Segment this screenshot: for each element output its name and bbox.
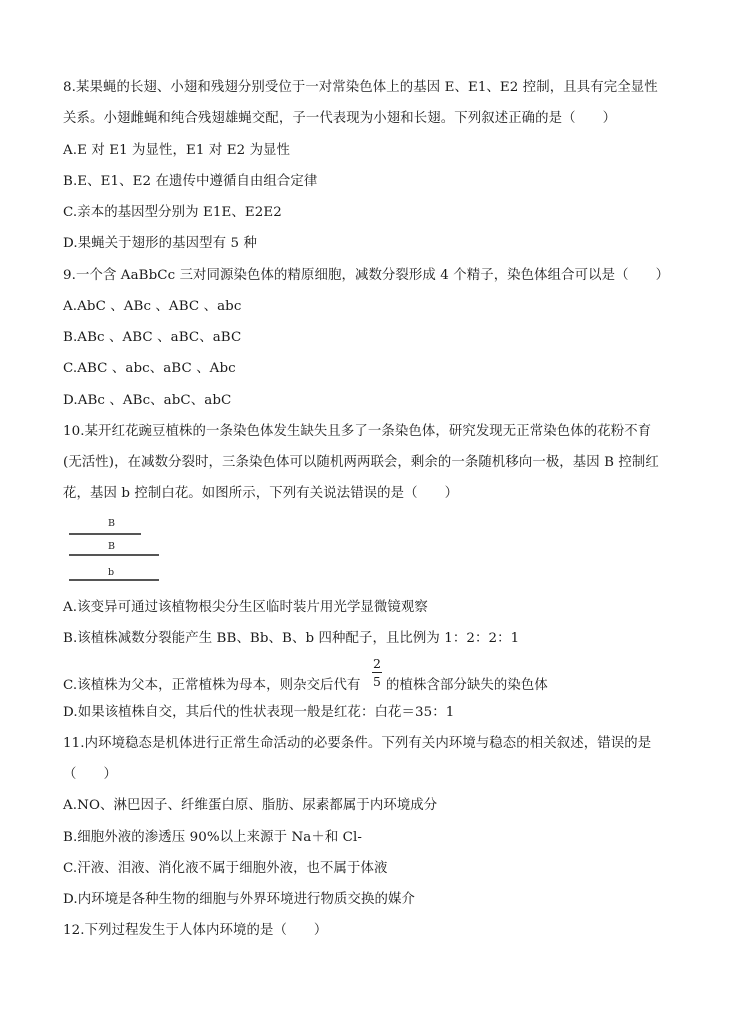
chromosome-label-2: B bbox=[108, 541, 115, 552]
q10-stem-line2: (无活性)，在减数分裂时，三条染色体可以随机两两联会，剩余的一条随机移向一极，基因 B 控制红 bbox=[63, 455, 659, 470]
chromosome-diagram bbox=[63, 518, 163, 586]
q10-option-a: A.该变异可通过该植物根尖分生区临时装片用光学显微镜观察 bbox=[63, 600, 428, 615]
fraction-denominator: 5 bbox=[373, 674, 381, 689]
chromosome-line-2 bbox=[69, 554, 159, 556]
q8-option-a: A.E 对 E1 为显性，E1 对 E2 为显性 bbox=[63, 143, 291, 158]
q11-option-a: A.NO、淋巴因子、纤维蛋白原、脂肪、尿素都属于内环境成分 bbox=[63, 798, 438, 813]
fraction-two-fifths bbox=[372, 656, 382, 689]
q12-stem: 12.下列过程发生于人体内环境的是（ ） bbox=[63, 923, 328, 938]
q9-option-c: C.ABC 、abc、aBC 、Abc bbox=[63, 361, 236, 376]
q8-option-c: C.亲本的基因型分别为 E1E、E2E2 bbox=[63, 205, 282, 220]
chromosome-label-3: b bbox=[108, 567, 115, 578]
fraction-numerator: 2 bbox=[373, 656, 381, 671]
q9-option-b: B.ABc 、ABC 、aBC、aBC bbox=[63, 330, 242, 345]
q10-option-b: B.该植株减数分裂能产生 BB、Bb、B、b 四种配子，且比例为 1：2：2：1 bbox=[63, 631, 520, 646]
q10-stem-line3: 花，基因 b 控制白花。如图所示，下列有关说法错误的是（ ） bbox=[63, 486, 459, 501]
chromosome-line-1 bbox=[69, 533, 141, 535]
q11-stem-line2: （ ） bbox=[63, 767, 117, 782]
q9-stem: 9.一个含 AaBbCc 三对同源染色体的精原细胞，减数分裂形成 4 个精子，染色体组合可以是（ ） bbox=[63, 268, 670, 283]
q8-stem-line1: 8.某果蝇的长翅、小翅和残翅分别受位于一对常染色体上的基因 E、E1、E2 控制，且具有完全显性 bbox=[63, 80, 658, 95]
q11-option-d: D.内环境是各种生物的细胞与外界环境进行物质交换的媒介 bbox=[63, 892, 415, 907]
chromosome-line-3 bbox=[69, 579, 159, 581]
q11-option-b: B.细胞外液的渗透压 90%以上来源于 Na＋和 Cl- bbox=[63, 830, 363, 845]
q8-option-d: D.果蝇关于翅形的基因型有 5 种 bbox=[63, 236, 257, 251]
q10-option-c-before: C.该植株为父本，正常植株为母本，则杂交后代有 bbox=[63, 678, 361, 693]
q10-option-c-after: 的植株含部分缺失的染色体 bbox=[386, 678, 548, 693]
q10-option-d: D.如果该植株自交，其后代的性状表现一般是红花：白花＝35：1 bbox=[63, 705, 455, 720]
chromosome-label-1: B bbox=[108, 518, 115, 529]
q11-option-c: C.汗液、泪液、消化液不属于细胞外液，也不属于体液 bbox=[63, 861, 388, 876]
q9-option-a: A.AbC 、ABc 、ABC 、abc bbox=[63, 299, 242, 314]
fraction-bar bbox=[372, 672, 382, 673]
q8-stem-line2: 关系。小翅雌蝇和纯合残翅雄蝇交配，子一代表现为小翅和长翅。下列叙述正确的是（ ） bbox=[63, 111, 617, 126]
q9-option-d: D.ABc 、ABc、abC、abC bbox=[63, 393, 232, 408]
q11-stem-line1: 11.内环境稳态是机体进行正常生命活动的必要条件。下列有关内环境与稳态的相关叙述，错误的是 bbox=[63, 736, 652, 751]
q10-stem-line1: 10.某开红花豌豆植株的一条染色体发生缺失且多了一条染色体，研究发现无正常染色体的花粉不育 bbox=[63, 424, 652, 439]
q8-option-b: B.E、E1、E2 在遗传中遵循自由组合定律 bbox=[63, 174, 318, 189]
